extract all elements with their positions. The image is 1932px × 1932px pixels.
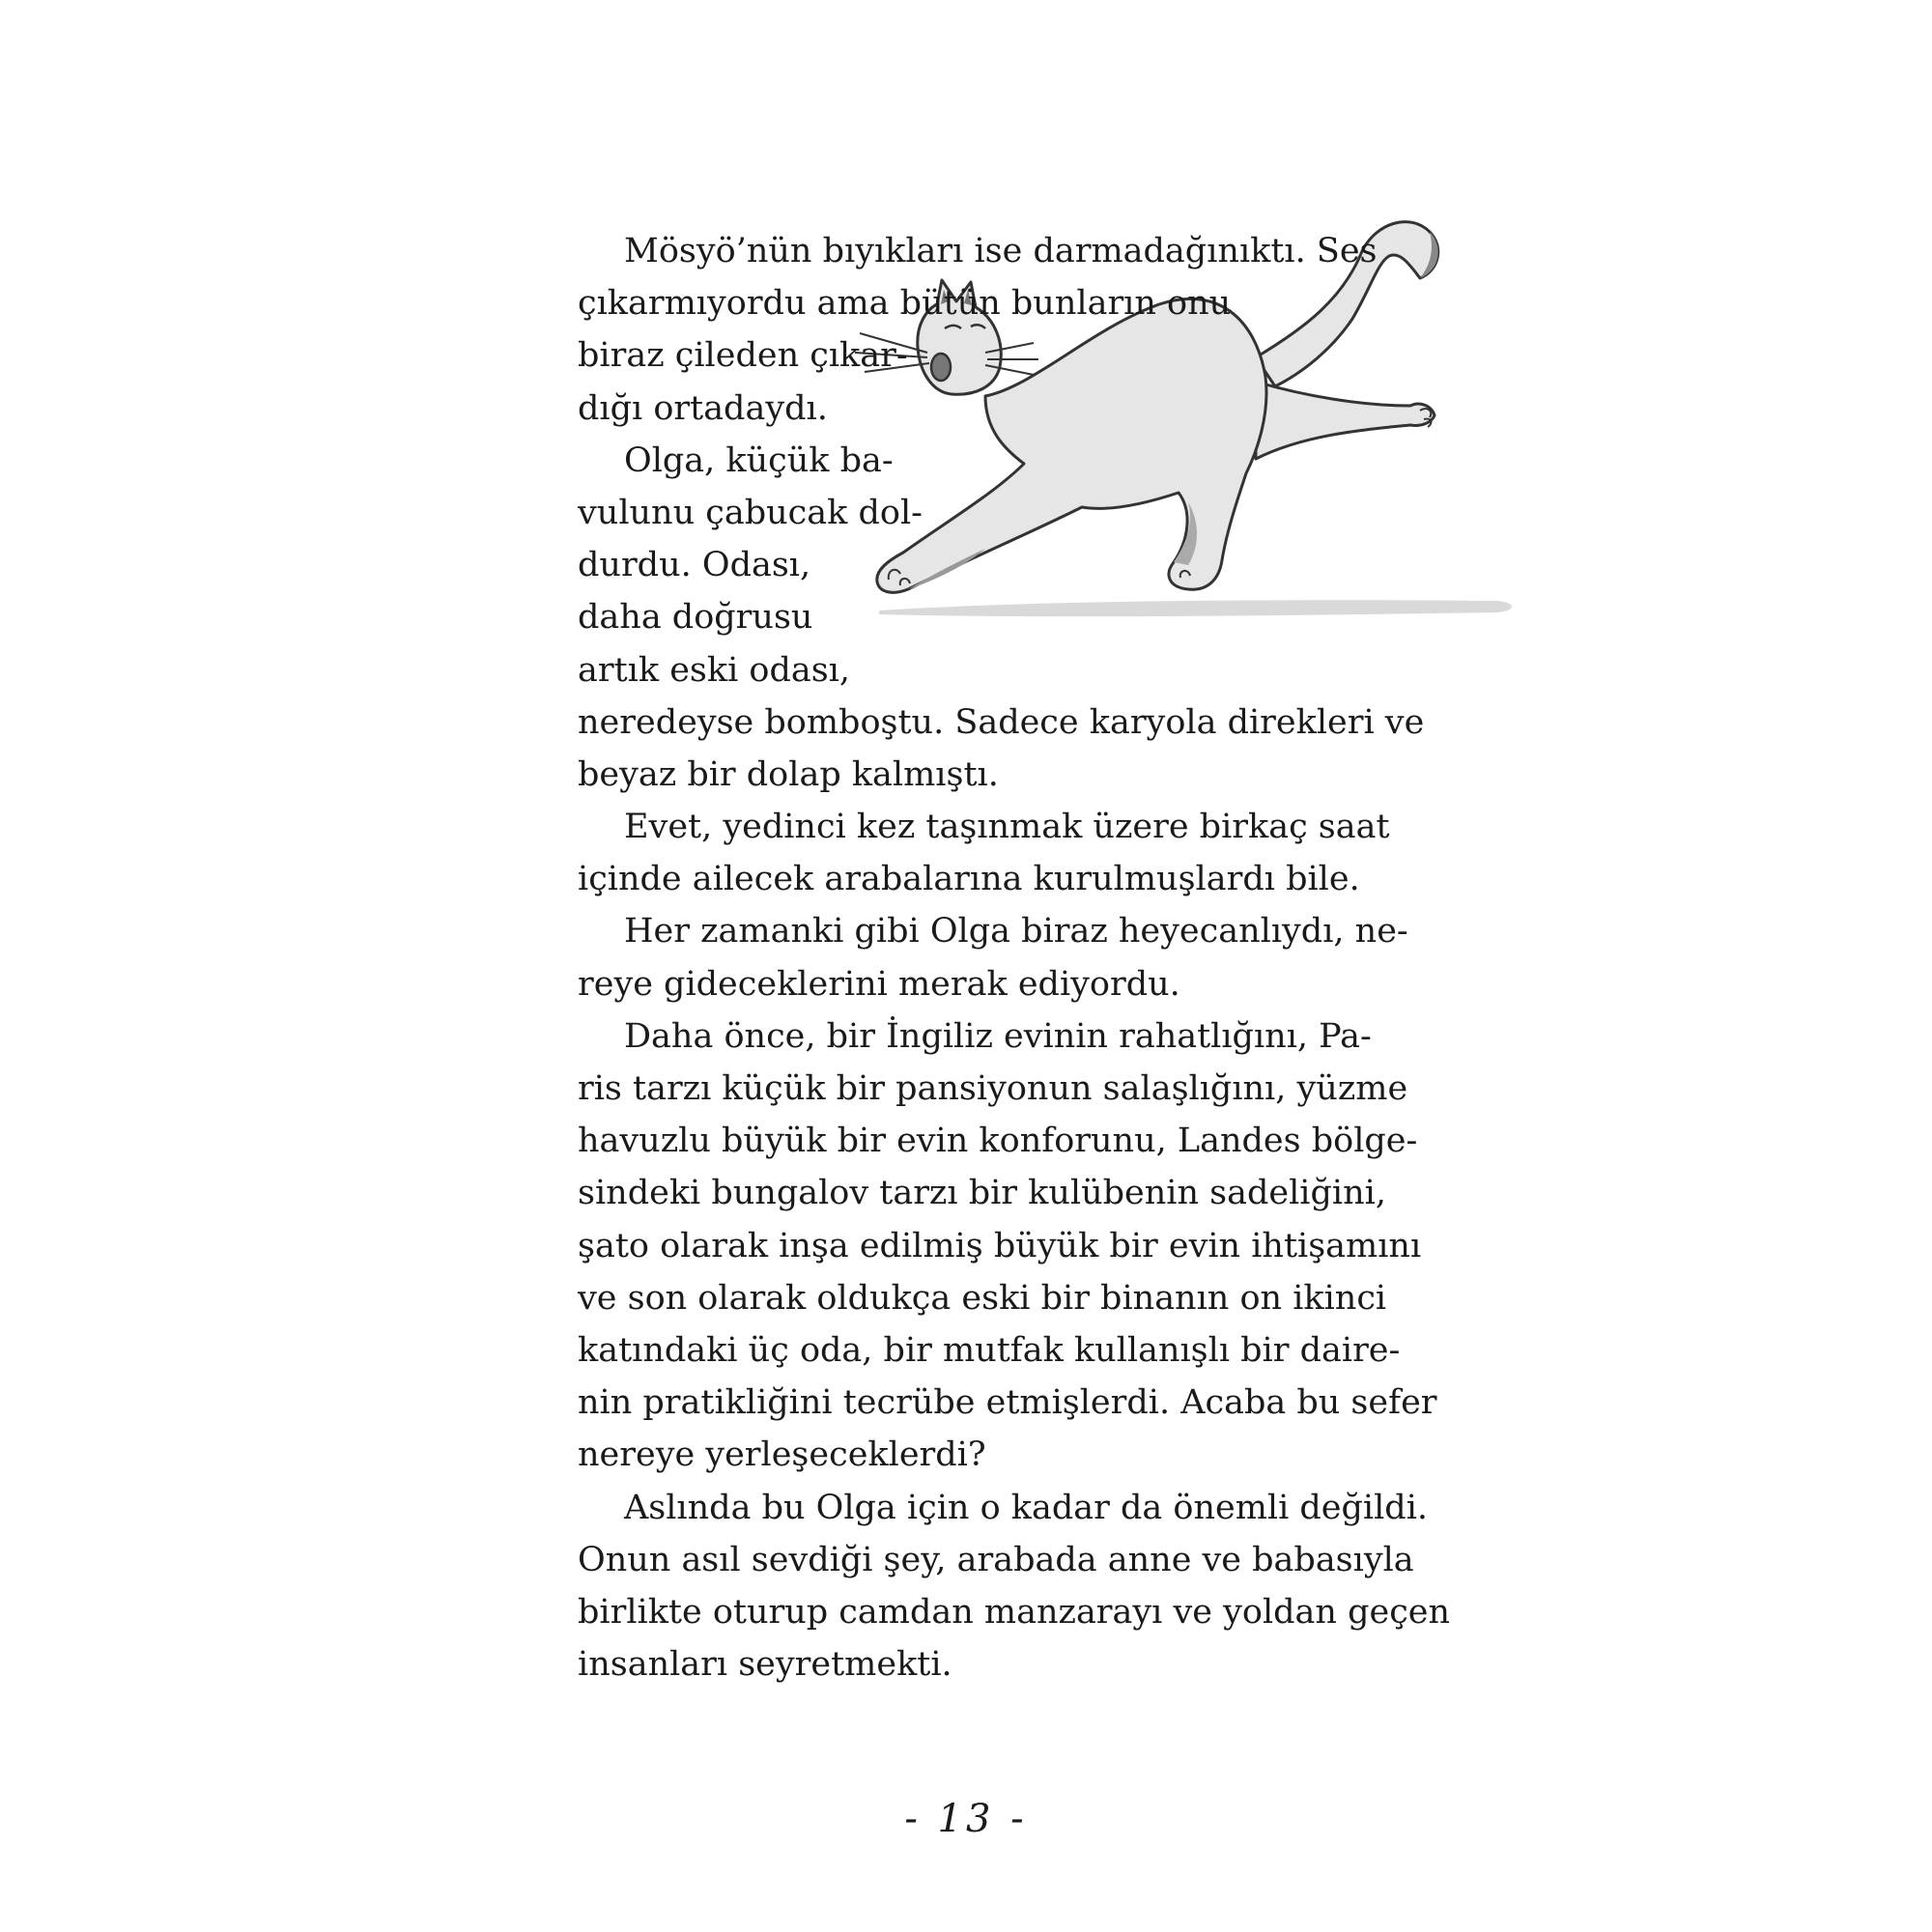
text-line: beyaz bir dolap kalmıştı. <box>578 754 999 794</box>
text-line: reye gideceklerini merak ediyordu. <box>578 964 1180 1004</box>
text-column <box>578 225 1451 1690</box>
text-line: durdu. Odası, <box>578 546 811 585</box>
text-line: birlikte oturup camdan manzarayı ve yoldan geçen <box>578 1592 1451 1632</box>
text-line: ve son olarak oldukça eski bir binanın on ikinci <box>578 1278 1387 1318</box>
page-number: - 13 - <box>904 1797 1028 1841</box>
text-line: içinde ailecek arabalarına kurulmuşlardı bile. <box>578 860 1360 899</box>
text-line: artık eski odası, <box>578 650 851 690</box>
text-line: Olga, küçük ba- <box>624 440 894 480</box>
text-line: havuzlu büyük bir evin konforunu, Landes bölge- <box>578 1122 1418 1161</box>
text-line: Aslında bu Olga için o kadar da önemli değildi. <box>624 1488 1429 1527</box>
text-line: dığı ortadaydı. <box>578 388 828 428</box>
text-line: nin pratikliğini tecrübe etmişlerdi. Acaba bu sefer <box>578 1383 1437 1423</box>
text-line: nereye yerleşeceklerdi? <box>578 1435 986 1475</box>
text-line: Mösyö’nün bıyıkları ise darmadağınıktı. Ses <box>624 232 1378 270</box>
text-line: çıkarmıyordu ama bütün bunların onu <box>578 284 1232 324</box>
text-line: neredeyse bomboştu. Sadece karyola direkleri ve <box>578 702 1425 742</box>
text-line: biraz çileden çıkar- <box>578 336 908 376</box>
text-line: Onun asıl sevdiği şey, arabada anne ve babasıyla <box>578 1540 1414 1579</box>
text-line: insanları seyretmekti. <box>578 1645 952 1685</box>
text-line: Her zamanki gibi Olga biraz heyecanlıydı, ne- <box>624 912 1408 952</box>
text-line: daha doğrusu <box>578 598 813 638</box>
text-line: şato olarak inşa edilmiş büyük bir evin ihtişamını <box>578 1226 1422 1265</box>
text-line: katındaki üç oda, bir mutfak kullanışlı bir daire- <box>578 1330 1401 1370</box>
text-line: Evet, yedinci kez taşınmak üzere birkaç saat <box>624 808 1390 847</box>
text-line: Daha önce, bir İngiliz evinin rahatlığını, Pa- <box>624 1016 1372 1056</box>
text-line: vulunu çabucak dol- <box>578 493 923 532</box>
text-line: sindeki bungalov tarzı bir kulübenin sadeliğini, <box>578 1174 1386 1213</box>
text-line: ris tarzı küçük bir pansiyonun salaşlığını, yüzme <box>578 1069 1408 1108</box>
